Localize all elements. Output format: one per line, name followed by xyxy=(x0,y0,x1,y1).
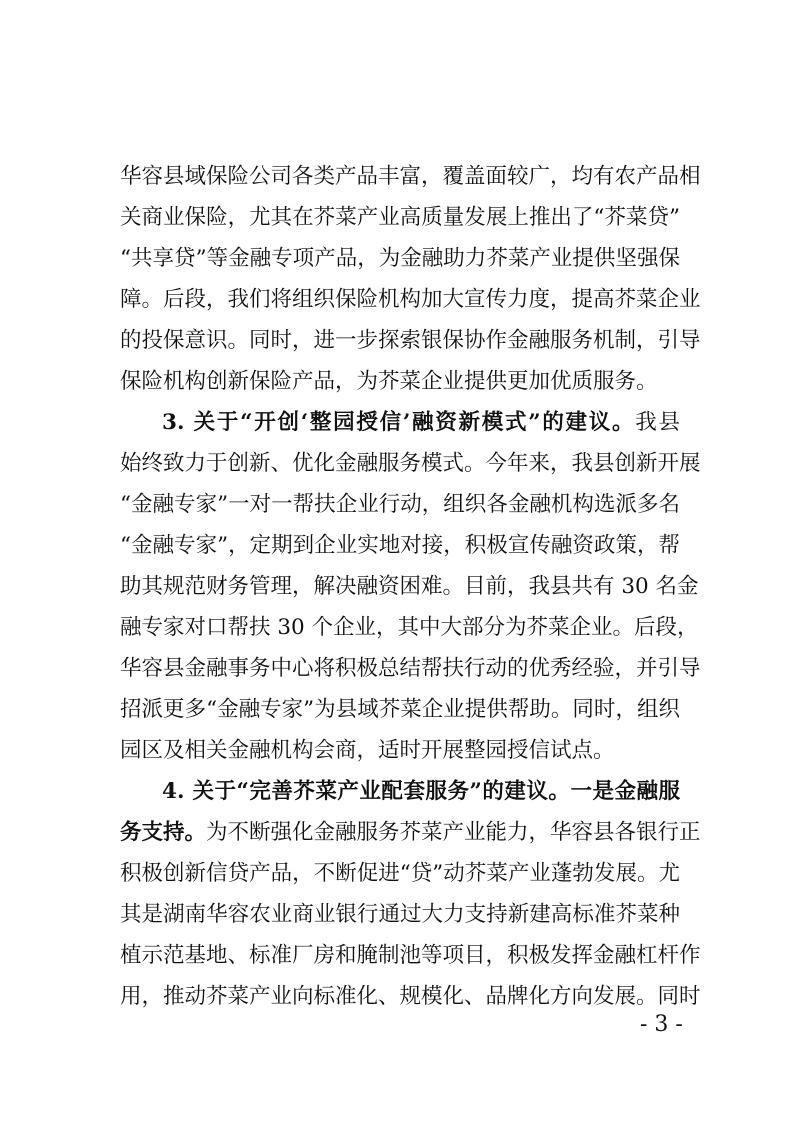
paragraph-line: “金融专家”一对一帮扶企业行动，组织各金融机构选派多名 xyxy=(120,492,680,517)
paragraph-line: 关商业保险，尤其在芥菜产业高质量发展上推出了“芥菜贷” xyxy=(120,205,680,230)
paragraph-line: 保险机构创新保险产品，为芥菜企业提供更加优质服务。 xyxy=(120,369,658,394)
paragraph-heading-line xyxy=(162,777,680,807)
paragraph-line: 积极创新信贷产品，不断促进“贷”动芥菜产业蓬勃发展。尤 xyxy=(120,861,680,886)
paragraph-line: 植示范基地、标准厂房和腌制池等项目，积极发挥金融杠杆作 xyxy=(120,943,701,968)
paragraph-line: “金融专家”，定期到企业实地对接，积极宣传融资政策，帮 xyxy=(120,533,680,558)
paragraph-text: 我县 xyxy=(635,410,680,435)
subheading-text: 一是金融服 xyxy=(570,779,680,804)
paragraph-line: “共享贷”等金融专项产品，为金融助力芥菜产业提供坚强保 xyxy=(120,246,680,271)
paragraph-line: 招派更多“金融专家”为县域芥菜企业提供帮助。同时，组织 xyxy=(120,697,680,722)
paragraph-line: 融专家对口帮扶 30 个企业，其中大部分为芥菜企业。后段， xyxy=(120,615,699,640)
paragraph-line: 华容县金融事务中心将积极总结帮扶行动的优秀经验，并引导 xyxy=(120,656,701,681)
paragraph-line: 用，推动芥菜产业向标准化、规模化、品牌化方向发展。同时 xyxy=(120,984,701,1009)
paragraph-line: 园区及相关金融机构会商，适时开展整园授信试点。 xyxy=(120,738,615,763)
paragraph-heading-line xyxy=(162,408,680,438)
paragraph-line: 始终致力于创新、优化金融服务模式。今年来，我县创新开展 xyxy=(120,451,701,476)
section-heading: 3. 关于“开创‘整园授信’融资新模式”的建议。 xyxy=(162,410,636,435)
paragraph-line xyxy=(120,818,701,848)
subheading-text: 务支持。 xyxy=(120,820,207,845)
paragraph-text: 为不断强化金融服务芥菜产业能力，华容县各银行正 xyxy=(206,820,701,845)
paragraph-line: 的投保意识。同时，进一步探索银保协作金融服务机制，引导 xyxy=(120,328,701,353)
paragraph-line: 华容县域保险公司各类产品丰富，覆盖面较广，均有农产品相 xyxy=(120,164,701,189)
paragraph-line: 助其规范财务管理，解决融资困难。目前，我县共有 30 名金 xyxy=(120,574,699,599)
section-heading: 4. 关于“完善芥菜产业配套服务”的建议。 xyxy=(162,779,571,804)
page-number: - 3 - xyxy=(640,1012,683,1037)
paragraph-line: 其是湖南华容农业商业银行通过大力支持新建高标准芥菜种 xyxy=(120,902,680,927)
paragraph-line: 障。后段，我们将组织保险机构加大宣传力度，提高芥菜企业 xyxy=(120,287,701,312)
